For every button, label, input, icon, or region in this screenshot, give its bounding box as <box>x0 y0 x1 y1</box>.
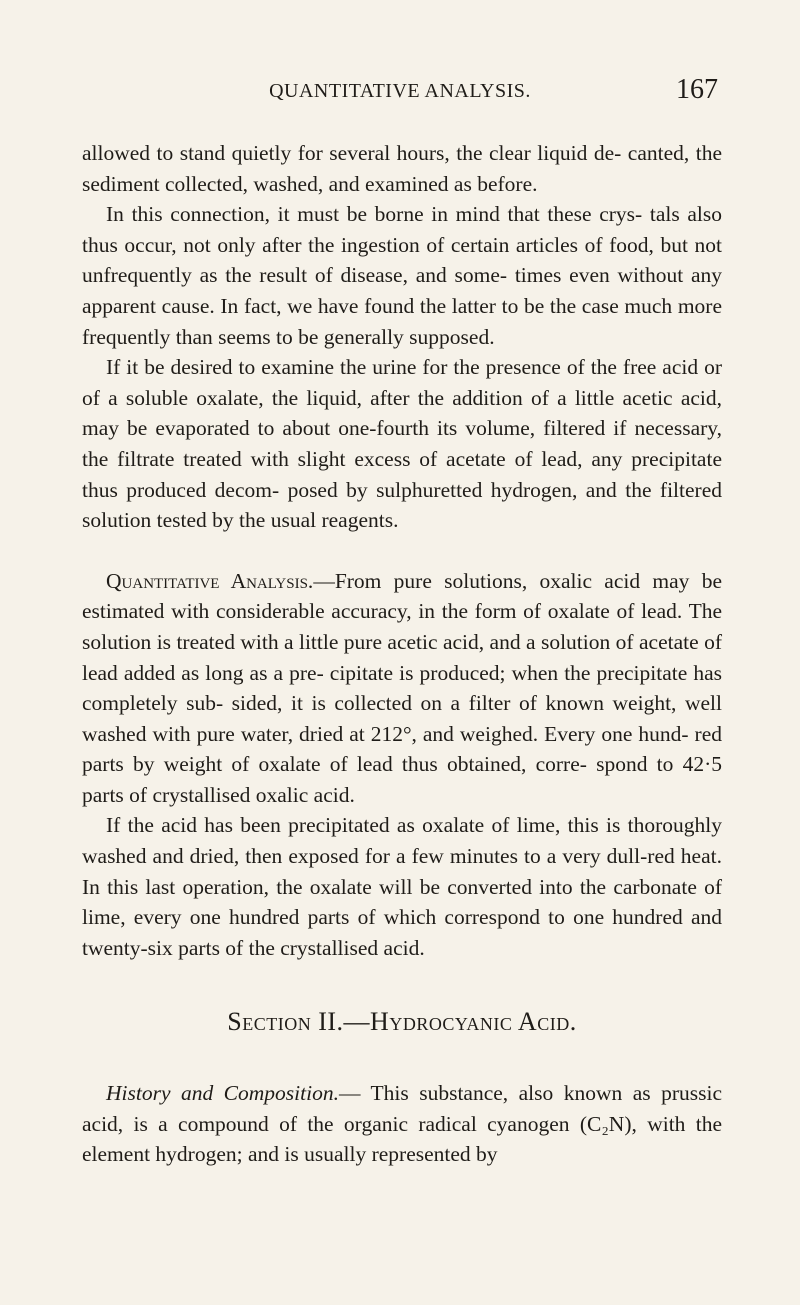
paragraph-6-text: — This substance, also known as prussic acid, is a compound of the organic radical cyanogen (C₂N), with the element hydrogen; and is usually represented by <box>82 1081 722 1167</box>
paragraph-1: allowed to stand quietly for several hours, the clear liquid de- canted, the sediment collected, washed, and examined as before. <box>82 141 722 196</box>
running-head: QUANTITATIVE ANALYSIS. <box>269 80 531 102</box>
section-heading: Section II.—Hydrocyanic Acid. <box>227 1007 577 1037</box>
paragraph-2: In this connection, it must be borne in mind that these crys- tals also thus occur, not only after the ingestion of certain articles of food, but not unfrequently as the result of disease, and some- times even without any apparent cause. In fact, we have found the latter to be the case much more frequently than seems to be generally supposed. <box>82 202 722 349</box>
paragraph-6-lead: History and Composition. <box>106 1081 339 1106</box>
paragraph-4-lead: Quantitative Analysis. <box>106 568 314 593</box>
body-text <box>82 138 722 1170</box>
paragraph-4-text: —From pure solutions, oxalic acid may be estimated with considerable accuracy, in the form of oxalate of lead. The solution is treated with a little pure acetic acid, and a solution of acetate of lead added as long as a pre- cipitate is produced; when the precipitate has completely sub- sided, it is collected on a filter of known weight, well washed with pure water, dried at 212°, and weighed. Every one hund- red parts by weight of oxalate of lead thus obtained, corre- spond to 42·5 parts of crystallised oxalic acid. <box>82 568 722 807</box>
paragraph-3: If it be desired to examine the urine for the presence of the free acid or of a soluble oxalate, the liquid, after the addition of a little acetic acid, may be evaporated to about one-fourth its volume, filtered if necessary, the filtrate treated with slight excess of acetate of lead, any precipitate thus produced decom- posed by sulphuretted hydrogen, and the filtered solution tested by the usual reagents. <box>82 355 722 533</box>
paragraph-4 <box>82 566 722 811</box>
paragraph-6 <box>82 1078 722 1170</box>
page-number: 167 <box>676 74 718 105</box>
paragraph-5: If the acid has been precipitated as oxalate of lime, this is thoroughly washed and dried, then exposed for a few minutes to a very dull-red heat. In this last operation, the oxalate will be converted into the carbonate of lime, every one hundred parts of which correspond to one hundred and twenty-six parts of the crystallised acid. <box>82 813 722 960</box>
page-header <box>0 74 800 110</box>
